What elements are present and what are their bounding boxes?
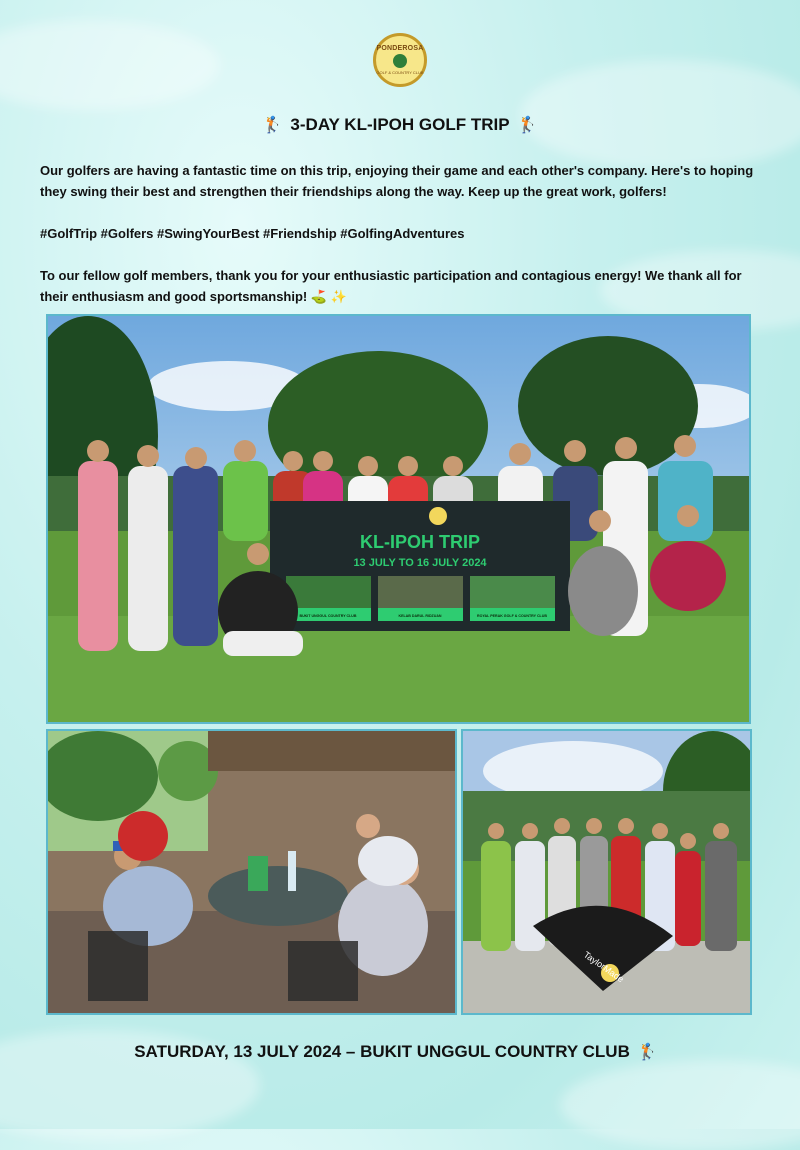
thanks-paragraph: To our fellow golf members, thank you for your enthusiastic participation and contagious energy! We thank all for their enthusiasm and good sportsmanship! ⛳ ✨	[40, 268, 742, 304]
banner-venue: ROYAL PERAK GOLF & COUNTRY CLUB	[477, 614, 547, 618]
banner-dates: 13 JULY TO 16 JULY 2024	[353, 557, 487, 569]
intro-paragraph: Our golfers are having a fantastic time on this trip, enjoying their game and each other's company. Here's to hoping they swing their best and strengthen their friendships along the way. Keep up the great work, golfers!	[40, 163, 754, 199]
banner-venue: KELAB DARUL RIDZUAN	[398, 614, 442, 618]
logo-bottom-text: GOLF & COUNTRY CLUB	[376, 70, 424, 75]
footer-caption	[0, 1042, 800, 1062]
golfer-icon: 🏌	[262, 117, 283, 134]
hashtags: #GolfTrip #Golfers #SwingYourBest #Friendship #GolfingAdventures	[40, 226, 465, 241]
banner-venue: BUKIT UNGGUL COUNTRY CLUB	[299, 614, 357, 618]
palm-tree-icon	[393, 54, 407, 68]
golfer-icon: 🏌	[637, 1044, 658, 1061]
banner-title: KL-IPOH TRIP	[360, 532, 480, 552]
logo-top-text: PONDEROSA	[376, 45, 424, 52]
group-photo-banner	[46, 314, 751, 724]
club-logo	[373, 33, 427, 87]
title-text: 3-DAY KL-IPOH GOLF TRIP	[290, 115, 510, 134]
golfer-icon: 🏌	[517, 117, 538, 134]
umbrella-group-photo	[461, 729, 752, 1015]
clubhouse-photo	[46, 729, 457, 1015]
footer-text: SATURDAY, 13 JULY 2024 – BUKIT UNGGUL COUNTRY CLUB	[134, 1042, 630, 1061]
background-cloud	[560, 1060, 800, 1150]
umbrella-brand: TaylorMade	[581, 949, 626, 985]
page-title	[0, 115, 800, 135]
background-cloud	[0, 20, 220, 110]
